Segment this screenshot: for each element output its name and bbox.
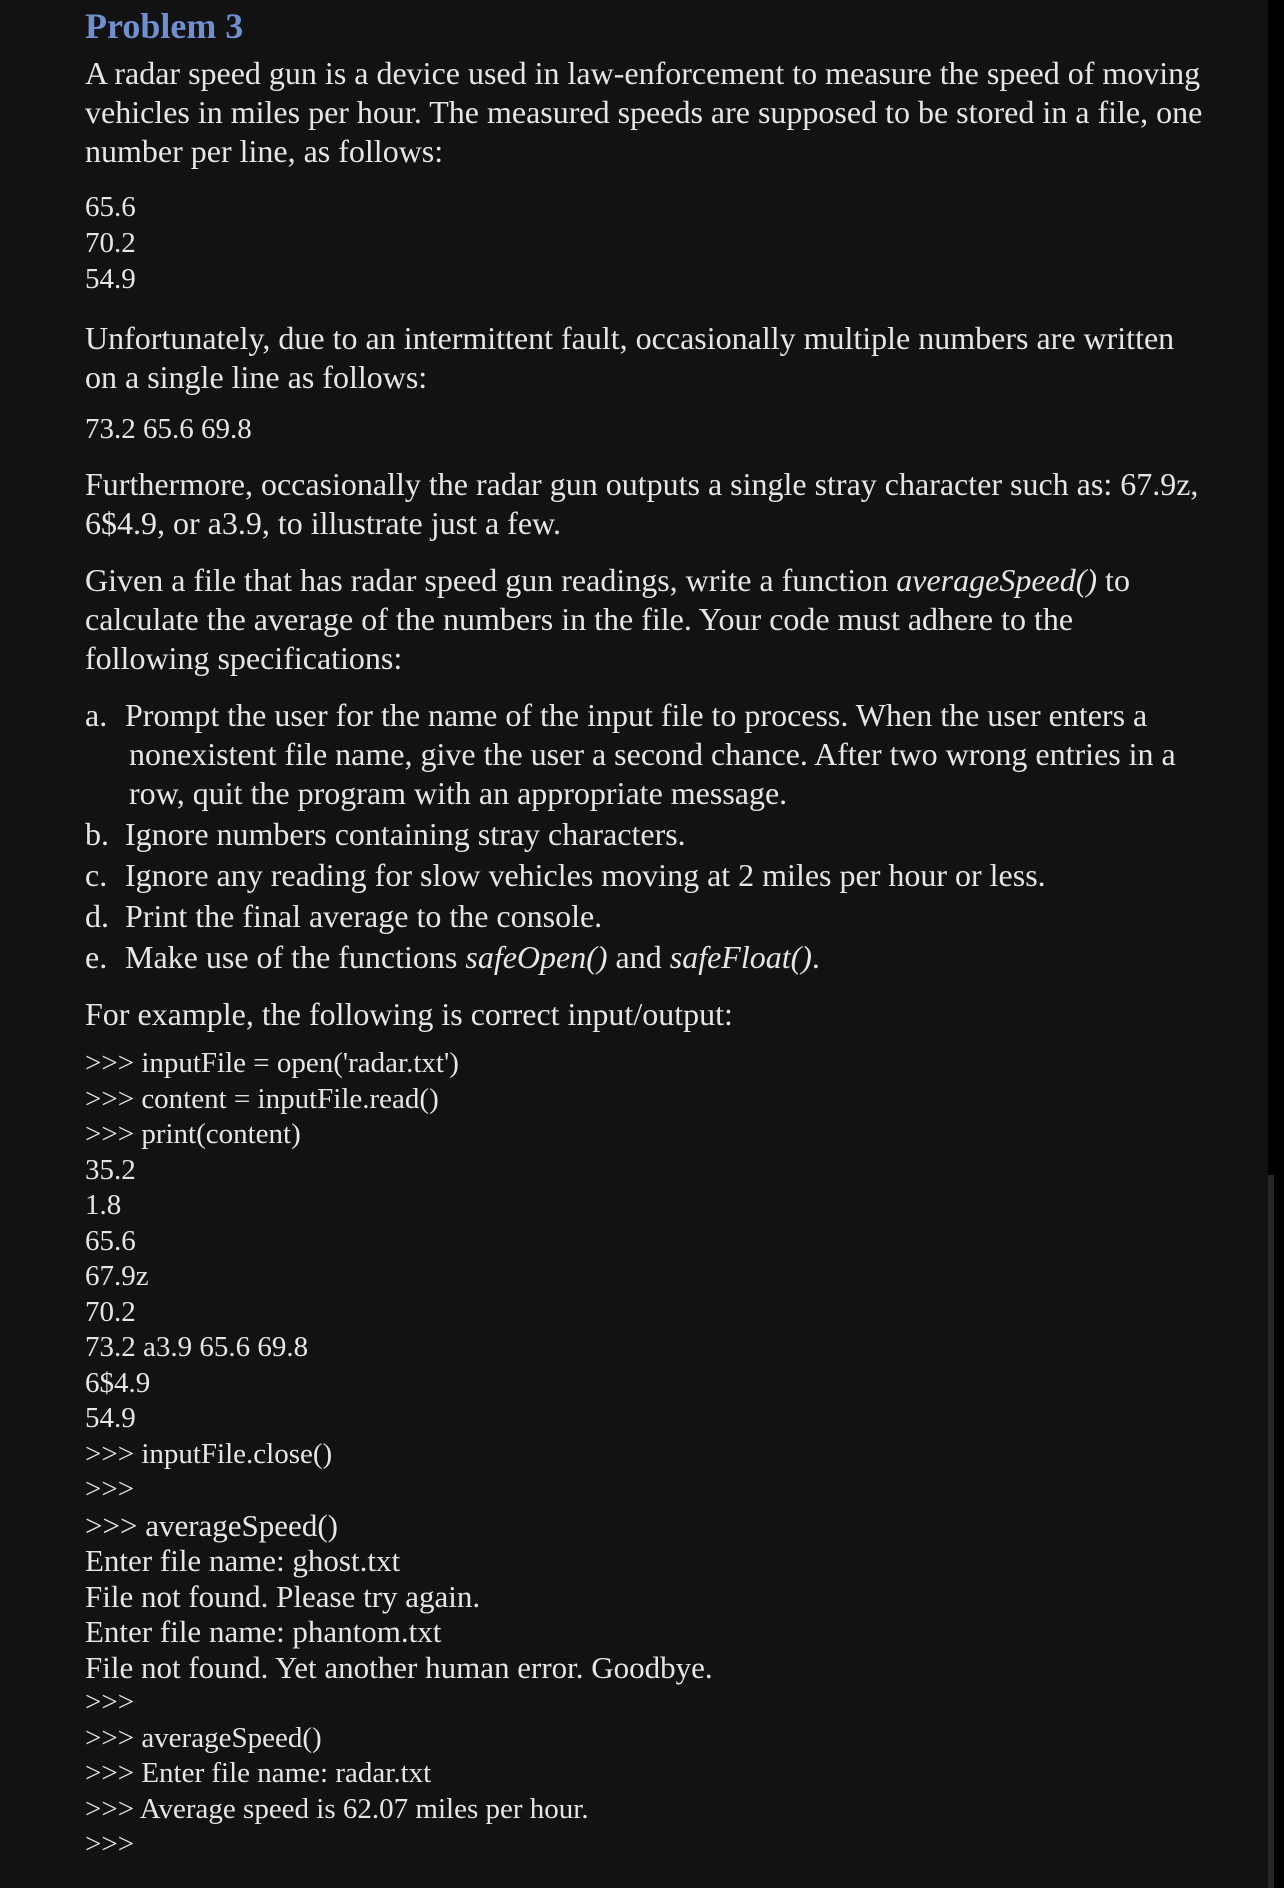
console-line: >>> Enter file name: radar.txt — [85, 1757, 432, 1789]
console-line: >>> averageSpeed() — [85, 1507, 338, 1543]
example-file-line: 70.2 — [85, 227, 136, 259]
spec-label: a. — [85, 697, 108, 733]
console-line: 67.9z — [85, 1260, 149, 1292]
safe-open-function: safeOpen() — [465, 939, 608, 975]
intro-paragraph: A radar speed gun is a device used in law-enforcement to measure the speed of moving vehicles in miles per hour. The measured speeds are supposed to be stored in a file, one number per line, as follows: — [85, 55, 1203, 169]
spec-label: b. — [85, 816, 109, 852]
task-text-after: to calculate the average of the numbers in the file. Your code must adhere to the following specifications: — [85, 562, 1130, 676]
console-line: >>> inputFile = open('radar.txt') — [85, 1047, 459, 1079]
spec-text: Prompt the user for the name of the input file to process. When the user enters a nonexistent file name, give the user a second chance. After two wrong entries in a row, quit the program with an appropriate message. — [125, 697, 1176, 811]
console-line: >>> — [85, 1686, 135, 1718]
console-line: 54.9 — [85, 1402, 136, 1434]
console-line: File not found. Yet another human error. Goodbye. — [85, 1649, 713, 1685]
console-line: 6$4.9 — [85, 1366, 151, 1399]
console-line: 1.8 — [85, 1189, 122, 1221]
spec-text: Ignore any reading for slow vehicles moving at 2 miles per hour or less. — [125, 857, 1046, 893]
spec-text: . — [811, 939, 820, 975]
fault-paragraph: Unfortunately, due to an intermittent fault, occasionally multiple numbers are written on a single line as follows: — [85, 320, 1175, 395]
console-line: 73.2 a3.9 65.6 69.8 — [85, 1331, 309, 1363]
spec-label: c. — [85, 857, 108, 893]
task-text-before: Given a file that has radar speed gun readings, write a function — [85, 562, 889, 598]
console-line: >>> content = inputFile.read() — [85, 1082, 439, 1115]
example-file-line: 54.9 — [85, 263, 136, 295]
console-line: >>> Average speed is 62.07 miles per hour. — [85, 1792, 589, 1825]
multi-number-example — [85, 411, 1205, 447]
console-line: >>> — [85, 1473, 135, 1505]
page-edge-divider — [1268, 1175, 1274, 1888]
console-line: 35.2 — [85, 1153, 136, 1186]
multi-number-line: 73.2 65.6 69.8 — [85, 413, 252, 445]
console-line: File not found. Please try again. — [85, 1578, 481, 1614]
spec-text: Make use of the functions — [125, 939, 458, 975]
stray-paragraph: Furthermore, occasionally the radar gun outputs a single stray character such as: 67.9z, 6$4.9, or a3.9, to illustrate just a few. — [85, 466, 1199, 541]
console-line: Enter file name: ghost.txt — [85, 1543, 401, 1578]
spec-item-e — [85, 938, 1205, 977]
console-line: >>> — [85, 1828, 135, 1860]
specification-list — [85, 696, 1205, 977]
spec-item-d — [85, 897, 1205, 936]
example-file-line: 65.6 — [85, 191, 136, 223]
console-line: 65.6 — [85, 1224, 136, 1257]
console-line: >>> averageSpeed() — [85, 1721, 322, 1754]
example-file-block — [85, 189, 1205, 297]
problem-content — [85, 4, 1205, 1863]
console-line: >>> inputFile.close() — [85, 1437, 333, 1470]
spec-text: and — [615, 939, 662, 975]
spec-item-b — [85, 815, 1205, 854]
problem-title: Problem 3 — [85, 6, 244, 46]
safe-float-function: safeFloat() — [669, 939, 812, 975]
console-transcript — [85, 1046, 1205, 1863]
task-paragraph — [85, 561, 1205, 678]
spec-label: d. — [85, 898, 109, 934]
spec-text: Print the final average to the console. — [125, 898, 603, 934]
spec-label: e. — [85, 939, 108, 975]
function-name: averageSpeed() — [896, 562, 1098, 598]
spec-item-a — [85, 696, 1205, 813]
console-line: >>> print(content) — [85, 1118, 301, 1150]
example-intro: For example, the following is correct input/output: — [85, 996, 733, 1032]
console-line: 70.2 — [85, 1295, 136, 1328]
console-line: Enter file name: phantom.txt — [85, 1614, 442, 1649]
spec-item-c — [85, 856, 1205, 895]
spec-text: Ignore numbers containing stray characters. — [125, 816, 686, 852]
